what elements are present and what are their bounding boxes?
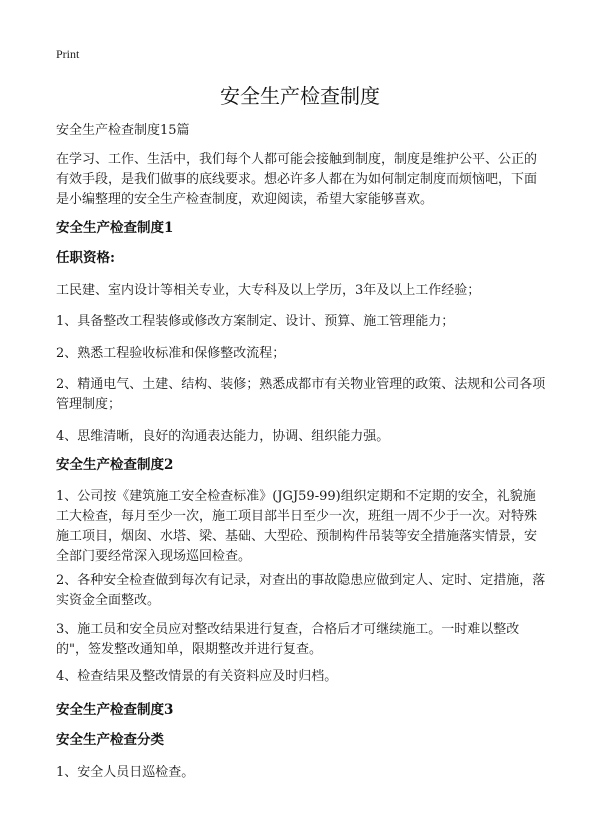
section-heading-2: 安全生产检查制度2 [56,457,174,473]
paragraph: 2、熟悉工程验收标准和保修整改流程； [56,346,286,361]
section-subheading-qualifications: 任职资格: [56,250,115,266]
intro-paragraph: 在学习、工作、生活中，我们每个人都可能会接触到制度，制度是维护公平、公正的有效手段，是我们做事的底线要求。想必许多人都在为如何制定制度而烦恼吧，下面是小编整理的安全生产检查制度，欢迎阅读，希望大家能够喜欢。 [56,152,538,207]
section-heading-1: 安全生产检查制度1 [56,220,174,236]
section-heading-3: 安全生产检查制度3 [56,702,174,718]
paragraph: 4、思维清晰，良好的沟通表达能力，协调、组织能力强。 [56,429,390,444]
paragraph: 1、公司按《建筑施工安全检查标准》(JGJ59-99)组织定期和不定期的安全，礼貌施工大检查，每月至少一次，施工项目部半日至少一次，班组一周不少于一次。对特殊施工项目，烟囱、水塔、梁、基础、大型砼、预制构件吊装等安全措施落实情景，安全部门要经常深入现场巡回检查。 [56,489,538,564]
paragraph: 4、检查结果及整改情景的有关资料应及时归档。 [56,669,338,684]
paragraph: 1、安全人员日巡检查。 [56,765,195,780]
paragraph: 工民建、室内设计等相关专业，大专科及以上学历，3年及以上工作经验； [56,283,481,298]
paragraph: 1、具备整改工程装修或修改方案制定、设计、预算、施工管理能力； [56,314,455,329]
document-subtitle: 安全生产检查制度15篇 [56,123,190,138]
paragraph: 3、施工员和安全员应对整改结果进行复查，合格后才可继续施工。一时难以整改的"，签发整改通知单，限期整改并进行复查。 [56,622,520,657]
print-label: Print [56,47,80,61]
paragraph: 2、各种安全检查做到每次有记录，对查出的事故隐患应做到定人、定时、定措施，落实资金全面整改。 [56,573,546,608]
section-subheading-inspection-types: 安全生产检查分类 [56,732,164,748]
page-title: 安全生产检查制度 [220,84,380,108]
paragraph: 2、精通电气、土建、结构、装修；熟悉成都市有关物业管理的政策、法规和公司各项管理制度； [56,377,546,412]
